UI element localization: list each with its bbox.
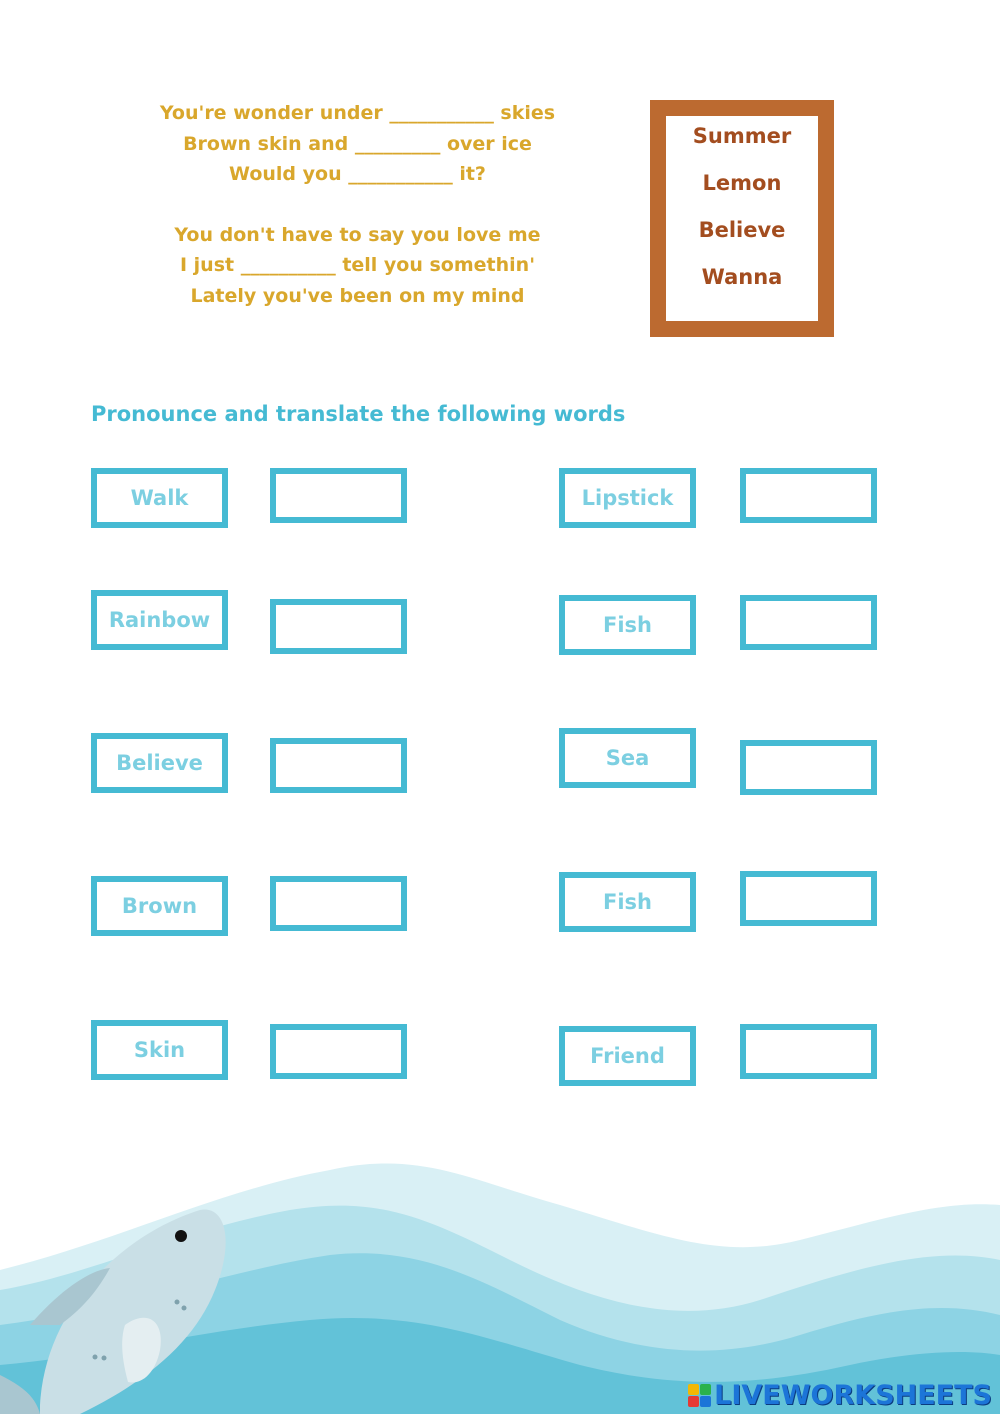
vocab-word-box: Friend — [559, 1026, 696, 1086]
exercise-heading: Pronounce and translate the following words — [91, 402, 626, 426]
vocab-word-box: Rainbow — [91, 590, 228, 650]
lyric-line: Would you ___________ it? — [229, 163, 486, 185]
translation-answer-box[interactable] — [740, 468, 877, 523]
vocab-word-box: Believe — [91, 733, 228, 793]
vocab-word-box: Sea — [559, 728, 696, 788]
word-bank-item[interactable]: Lemon — [702, 171, 782, 195]
lyric-line: You're wonder under ___________ skies — [159, 102, 556, 124]
lyric-line: I just __________ tell you somethin' — [179, 254, 536, 276]
translation-answer-box[interactable] — [740, 1024, 877, 1079]
vocab-word-box: Skin — [91, 1020, 228, 1080]
translation-answer-box[interactable] — [740, 740, 877, 795]
liveworksheets-logo — [688, 1380, 992, 1410]
lyric-line: Brown skin and _________ over ice — [183, 132, 532, 155]
brand-mark-icon — [688, 1384, 711, 1407]
translation-answer-box[interactable] — [270, 738, 407, 793]
vocab-word-box: Brown — [91, 876, 228, 936]
translation-answer-box[interactable] — [270, 599, 407, 654]
song-lyrics — [130, 98, 585, 311]
stanza-gap — [130, 190, 585, 220]
lyric-line: You don't have to say you love me — [174, 223, 541, 246]
sea-waves-decoration — [0, 1150, 1000, 1414]
translation-answer-box[interactable] — [740, 871, 877, 926]
word-bank — [650, 100, 834, 337]
vocab-word-box: Fish — [559, 595, 696, 655]
translation-answer-box[interactable] — [270, 1024, 407, 1079]
vocab-word-box: Walk — [91, 468, 228, 528]
vocab-word-box: Lipstick — [559, 468, 696, 528]
translation-answer-box[interactable] — [270, 468, 407, 523]
lyric-line: Lately you've been on my mind — [190, 284, 525, 307]
translation-answer-box[interactable] — [740, 595, 877, 650]
brand-name: LIVEWORKSHEETS — [714, 1379, 992, 1411]
word-bank-item[interactable]: Believe — [698, 218, 786, 242]
word-bank-item[interactable]: Wanna — [701, 265, 783, 289]
word-bank-item[interactable]: Summer — [692, 124, 792, 148]
translation-answer-box[interactable] — [270, 876, 407, 931]
vocab-word-box: Fish — [559, 872, 696, 932]
